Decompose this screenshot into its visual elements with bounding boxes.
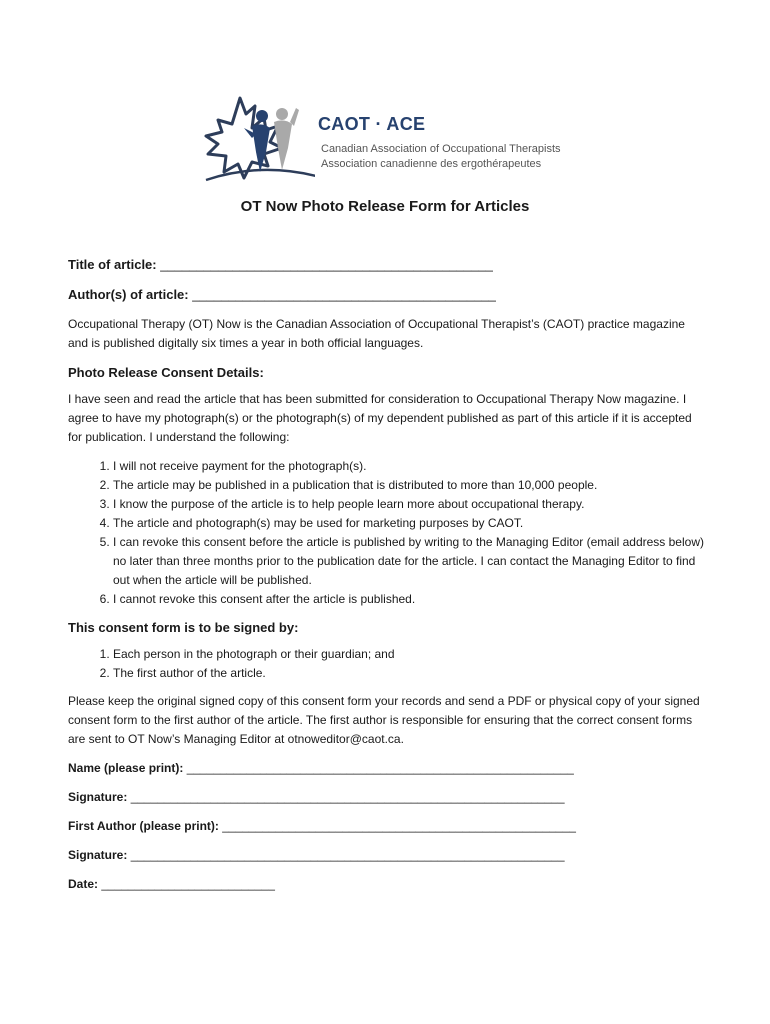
- logo-name: CAOT · ACE: [318, 114, 426, 134]
- signers-item: 1. Each person in the photograph or their guardian; and: [113, 645, 708, 664]
- signers-heading: This consent form is to be signed by:: [68, 620, 299, 635]
- author-signature-line[interactable]: _________________________________________________________________: [130, 848, 565, 862]
- signature-field[interactable]: [68, 788, 708, 807]
- date-field[interactable]: [68, 875, 708, 894]
- author-signature-label: Signature:: [68, 848, 128, 862]
- article-title-label: Title of article:: [68, 257, 157, 272]
- author-signature-field[interactable]: [68, 846, 708, 865]
- intro-paragraph: Occupational Therapy (OT) Now is the Canadian Association of Occupational Therapist’s (CAOT) practice magazine and is published digitally six times a year in both official languages.: [68, 317, 685, 350]
- signers-list: [68, 645, 708, 683]
- logo-line-french: Association canadienne des ergothérapeutes: [321, 158, 542, 170]
- consent-item: 4. The article and photograph(s) may be used for marketing purposes by CAOT.: [113, 514, 708, 533]
- consent-item: 1. I will not receive payment for the photograph(s).: [113, 457, 708, 476]
- name-print-label: Name (please print):: [68, 761, 184, 775]
- consent-list: [68, 457, 708, 609]
- maple-leaf-people-icon: [200, 92, 315, 188]
- name-print-line[interactable]: __________________________________________________________: [186, 761, 574, 775]
- logo-line-english: Canadian Association of Occupational Therapists: [321, 143, 561, 155]
- signature-line[interactable]: _________________________________________________________________: [130, 790, 565, 804]
- consent-heading: Photo Release Consent Details:: [68, 365, 264, 380]
- article-title-field[interactable]: [68, 255, 708, 274]
- instructions-paragraph: Please keep the original signed copy of this consent form your records and send a PDF or physical copy of your signed consent form to the first author of the article. The first author is responsible for ensuring that the correct consent forms are sent to OT Now’s Managing Editor at otnoweditor@caot.ca.: [68, 694, 700, 746]
- first-author-label: First Author (please print):: [68, 819, 219, 833]
- consent-paragraph: I have seen and read the article that has been submitted for consideration to Occupational Therapy Now magazine. I agree to have my photograph(s) or the photograph(s) of my dependent published as part of this article if it is accepted for publication. I understand the following:: [68, 392, 692, 444]
- consent-item: 6. I cannot revoke this consent after the article is published.: [113, 590, 708, 609]
- authors-line[interactable]: __________________________________________: [192, 287, 496, 302]
- form-title: OT Now Photo Release Form for Articles: [240, 198, 530, 215]
- consent-item: 2. The article may be published in a publication that is distributed to more than 10,000 people.: [113, 476, 708, 495]
- signers-item: 2. The first author of the article.: [113, 664, 708, 683]
- consent-item: 5. I can revoke this consent before the article is published by writing to the Managing Editor (email address below) no later than three months prior to the publication date for the article. I can contact the Managing Editor to find out when the article will be published.: [113, 533, 708, 590]
- form-body: [68, 255, 708, 904]
- authors-field[interactable]: [68, 285, 708, 304]
- signature-label: Signature:: [68, 790, 128, 804]
- first-author-field[interactable]: [68, 817, 708, 836]
- consent-item: 3. I know the purpose of the article is to help people learn more about occupational therapy.: [113, 495, 708, 514]
- authors-label: Author(s) of article:: [68, 287, 189, 302]
- caot-logo: [200, 92, 580, 188]
- article-title-line[interactable]: ______________________________________________: [160, 257, 493, 272]
- date-label: Date:: [68, 877, 99, 891]
- name-print-field[interactable]: [68, 759, 708, 778]
- date-line[interactable]: __________________________: [101, 877, 275, 891]
- first-author-line[interactable]: _____________________________________________________: [222, 819, 576, 833]
